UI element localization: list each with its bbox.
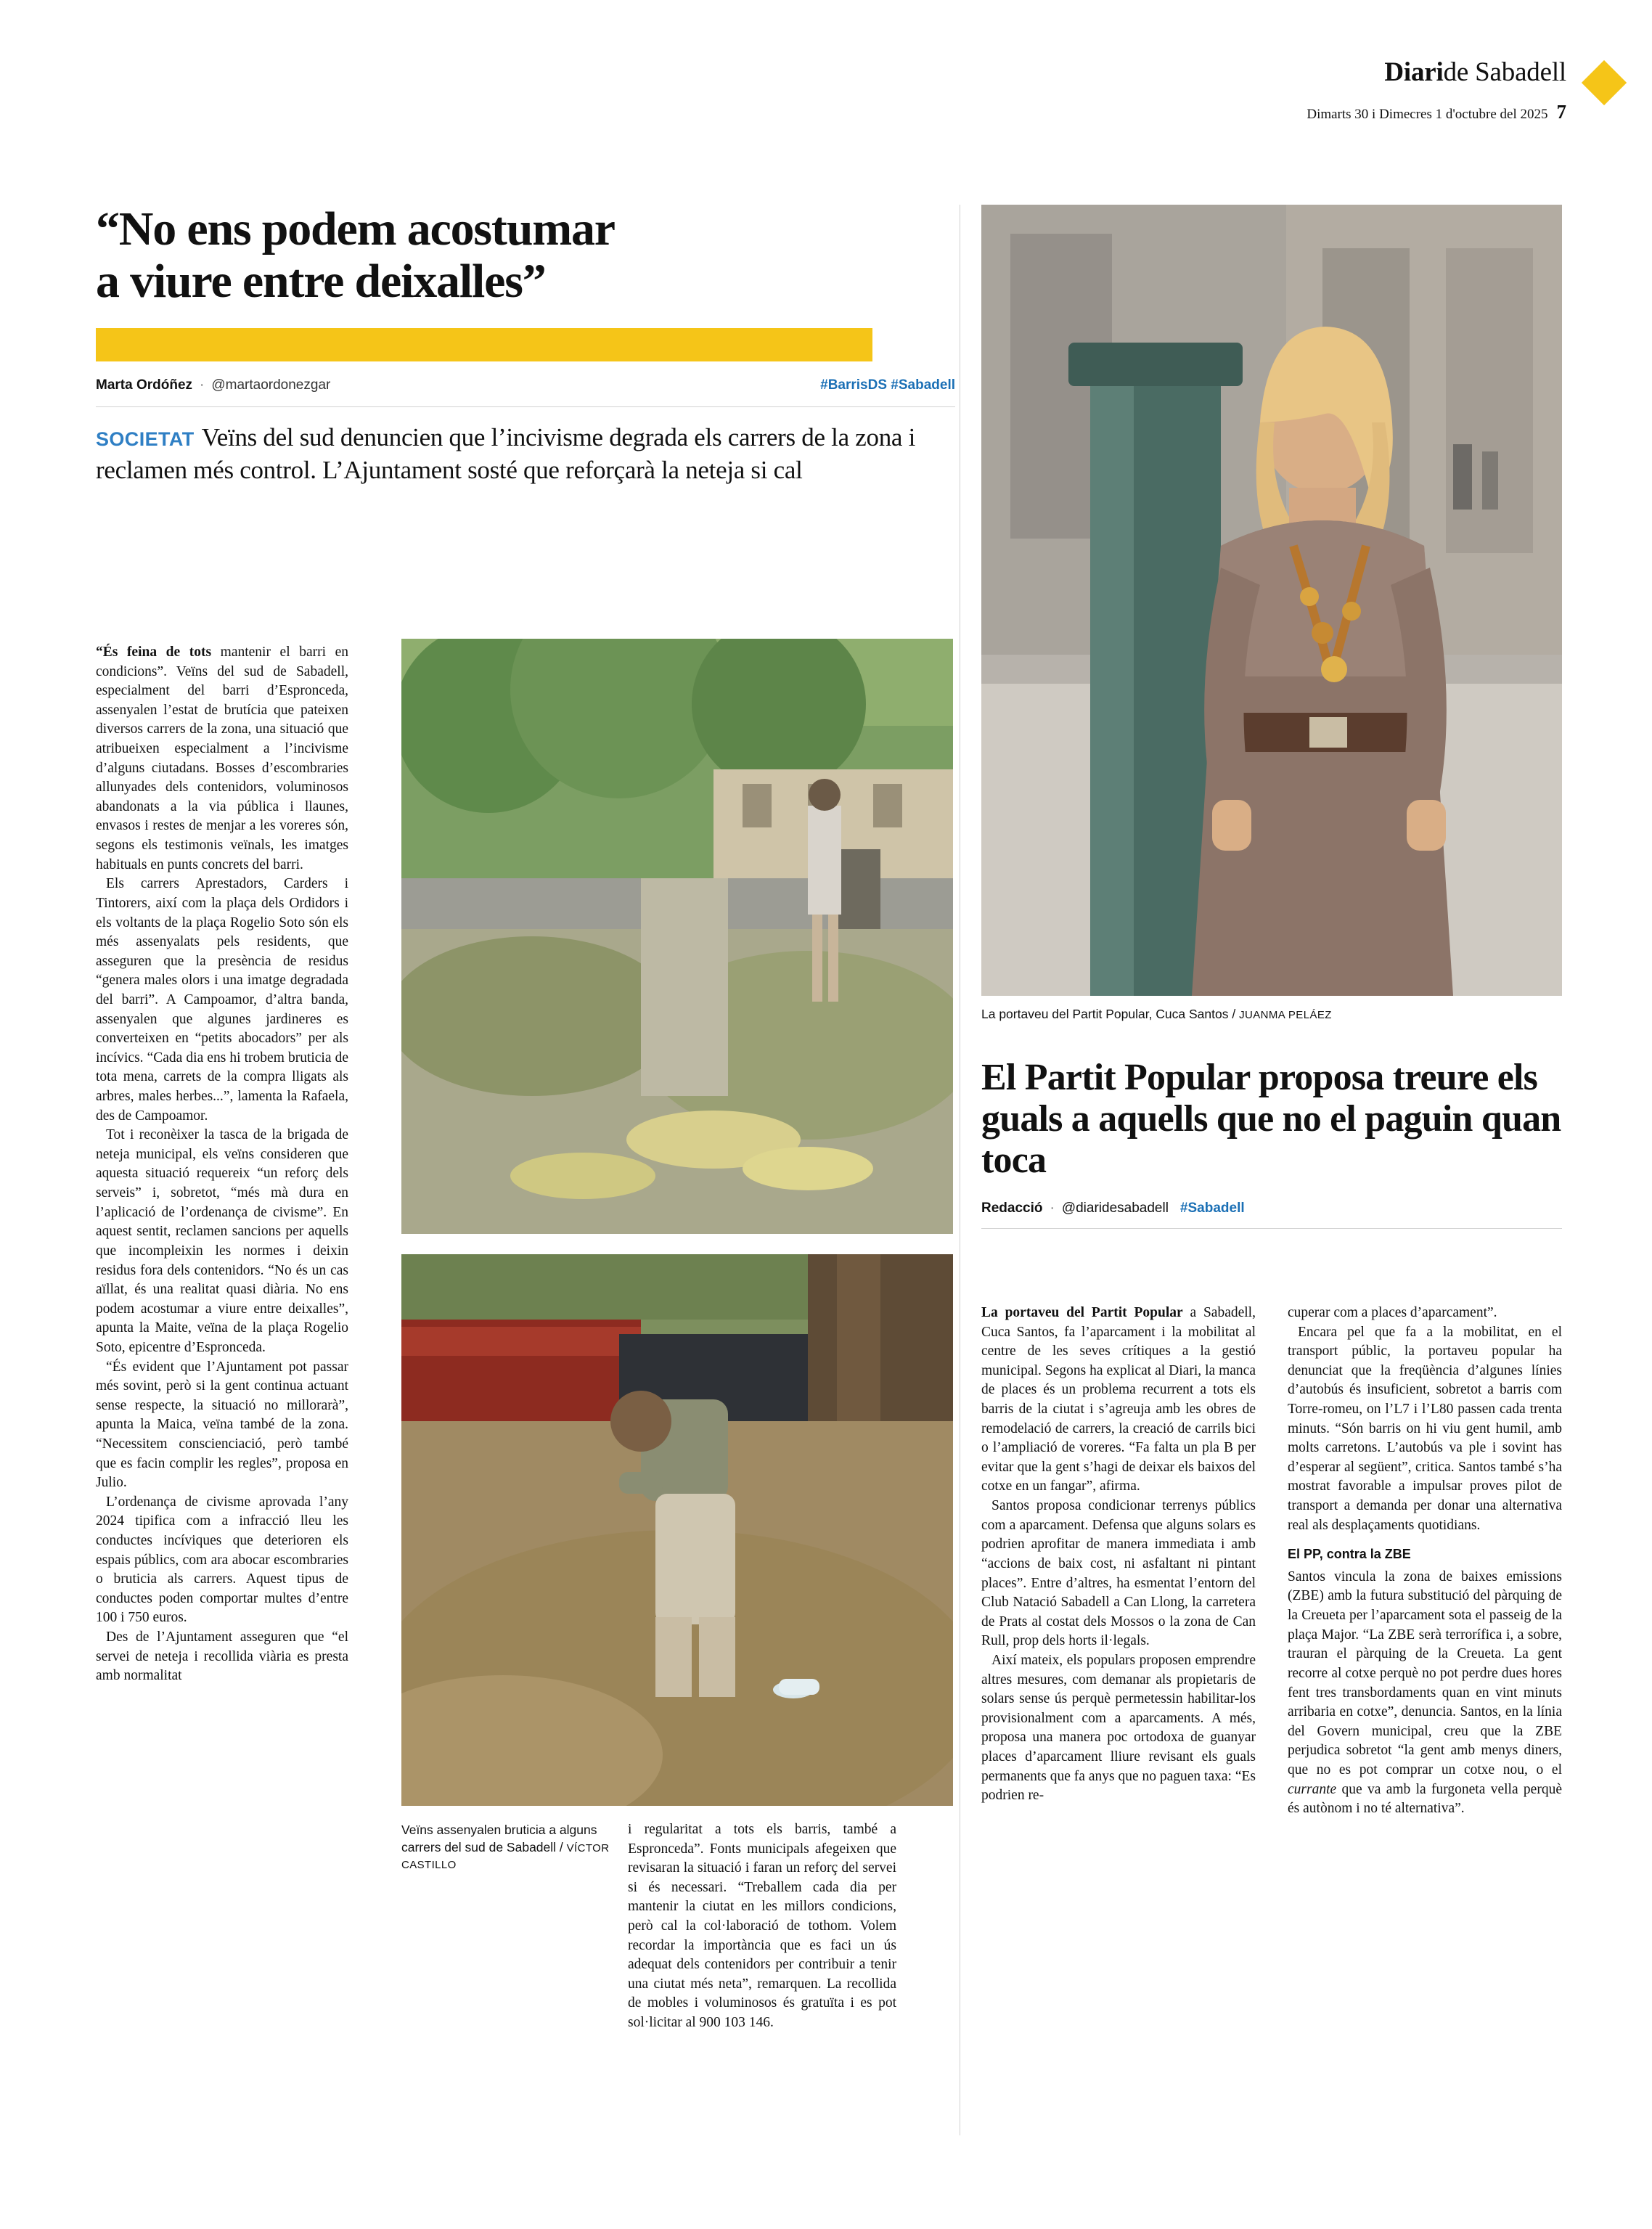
photo-credit: JUANMA PELÁEZ: [1239, 1009, 1332, 1021]
headline-line-2: a viure entre deixalles”: [96, 254, 546, 308]
byline-separator: ·: [200, 377, 205, 393]
photo-man-picking-litter: [401, 1254, 953, 1806]
byline-rule: [96, 406, 955, 407]
paragraph: [981, 1304, 1256, 1497]
byline-tags[interactable]: #Sabadell: [1179, 1200, 1245, 1216]
byline-separator: ·: [1050, 1200, 1055, 1216]
paragraph: Els carrers Aprestadors, Carders i Tintorers, així com la plaça dels Ordidors i els voltants de la plaça Rogelio Soto són els més assenyalats pels residents, que asseguren que la presència de residus “genera males olors i una imatge degradada del barri”. A Campoamor, d’altra banda, assenyalen que algunes jardineres es converteixen en “petits abocadors” per als incívics. “Cada dia ens hi trobem bruticia de tota mena, carrets de la compra lligats als arbres, males herbes...”, lamenta la Rafaela, des de Campoamor.: [96, 876, 348, 1124]
byline-author: Redacció: [981, 1200, 1043, 1216]
subhead-text: Veïns del sud denuncien que l’incivisme degrada els carrers de la zona i reclamen més control. L’Ajuntament sosté que reforçarà la neteja si cal: [96, 422, 916, 484]
photo-credit: VÍCTOR CASTILLO: [401, 1841, 610, 1872]
masthead-logo-light: de Sabadell: [1443, 57, 1566, 87]
page-title: [96, 203, 955, 308]
paragraph: [96, 643, 348, 875]
lead-rest: a Sabadell, Cuca Santos, fa l’aparcament i la mobilitat al centre de les seves crítiques a la gestió municipal. Segons ha explicat al Diari, la manca de places és un problema recurrent a tots els barris de la ciutat i s’agreuja amb les obres de remodelació de carrers, la creació de carrils bici o l’ampliació de voreres. “Fa falta un pla B per evitar que la gent s’hagi de deixar els baixos del cotxe en un fangar”, afirma.: [981, 1305, 1256, 1494]
brand-diamond-icon: [1582, 60, 1627, 105]
photo-man-picking-litter-image: [401, 1254, 953, 1806]
photo-caption-text: La portaveu del Partit Popular, Cuca Santos /: [981, 1007, 1236, 1021]
byline-handle[interactable]: @martaordonezgar: [211, 377, 331, 393]
photo-street-greenery: [401, 639, 953, 1234]
photo-caption-right: [981, 1006, 1562, 1023]
issue-date: Dimarts 30 i Dimecres 1 d'octubre del 2025: [1307, 107, 1548, 122]
masthead-logo: [1307, 57, 1566, 88]
byline-author: Marta Ordóñez: [96, 377, 193, 393]
paragraph: Així mateix, els populars proposen emprendre altres mesures, com demanar als propietaris de solars sense ús perquè permetessin habilitar-los provisionalment com a aparcaments. A més, proposa una manera poc ortodoxa de guanyar places d’aparcament lliure revisant els guals permanents que fa anys que no paguen taxa: “Es podrien re-: [981, 1652, 1256, 1804]
masthead-date-line: [1307, 101, 1566, 123]
photo-caption-left: [401, 1822, 619, 1873]
masthead-logo-bold: Diari: [1384, 57, 1444, 87]
subsection-heading: El PP, contra la ZBE: [1288, 1547, 1411, 1562]
paragraph: Santos proposa condicionar terrenys públics com a aparcament. Defensa que alguns solars es podrien aprofitar de manera immediata i amb “accions de baix cost, ni asfaltant ni pintant places”. Entre d’altres, ha esmentat l’entorn del Club Natació Sabadell a Can Llong, la carretera de Prats al costat dels Mossos o la zona de Can Rull, prop dels horts il·legals.: [981, 1498, 1256, 1649]
byline-handle[interactable]: @diaridesabadell: [1061, 1200, 1169, 1216]
photo-cuca-santos: [981, 205, 1562, 996]
photo-cuca-santos-image: [981, 205, 1562, 996]
paragraph-italic: currante: [1288, 1781, 1337, 1797]
section-kicker: SOCIETAT: [96, 428, 195, 450]
left-article: [96, 203, 955, 486]
photo-caption-text: Veïns assenyalen bruticia a alguns carrers del sud de Sabadell /: [401, 1823, 597, 1854]
headline-line-1: “No ens podem acostumar: [96, 203, 615, 255]
lead-bold: “És feina de tots: [96, 645, 212, 660]
paragraph: “És evident que l’Ajuntament pot passar més sovint, però si la gent continua actuant sense respecte, la situació no millorarà”, apunta la Maica, veïna també de la zona. “Necessitem conscienciació, però també que es facin complir les regles”, proposa en Julio.: [96, 1359, 348, 1491]
paragraph: i regularitat a tots els barris, també a Espronceda”. Fonts municipals afegeixen que revisaran la situació i faran un reforç del servei si és necessari. “Treballem cada dia per mantenir la ciutat en les millors condicions, però cal la col·laboració de tothom. Volem recordar la importància que es faci un ús adequat dels contenidors per contribuir a tenir una ciutat més neta”, remarquen. La recollida de mobles i voluminosos és gratuïta i es pot sol·licitar al 900 103 146.: [628, 1822, 896, 2031]
lead-bold: La portaveu del Partit Popular: [981, 1305, 1183, 1320]
paragraph: Tot i reconèixer la tasca de la brigada de neteja municipal, els veïns consideren que aquesta situació requereix “un reforç dels serveis” i, sobretot, “més mà dura en l’aplicació de l’ordenança de civisme”. En aquest sentit, reclamen sancions per aquells que incompleixin les normes i deixin residus fora dels contenidors. “No és un cas aïllat, és una realitat quasi diària. No ens podem acostumar a viure entre deixalles”, apunta la Maite, veïna de la plaça Rogelio Soto, epicentre d’Espronceda.: [96, 1127, 348, 1355]
accent-bar: [96, 328, 872, 361]
paragraph: cuperar com a places d’aparcament”.: [1288, 1305, 1497, 1320]
lead-rest: mantenir el barri en condicions”. Veïns del sud de Sabadell, especialment del barri d’Espronceda, assenyalen l’estat de brutícia que pateixen diversos carrers de la zona, una situació que atribueixen especialment a l’incivisme d’alguns ciutadans. Bosses d’escombraries allunyades dels contenidors, voluminosos abandonats a la via pública i llaunes, envasos i restes de menjar a les voreres són, segons els testimonis veïnals, les imatges habituals en punts concrets del barri.: [96, 645, 348, 872]
byline-right: [981, 1201, 1562, 1216]
right-article-header: [981, 1057, 1562, 1243]
right-article-title: El Partit Popular proposa treure els guals a aquells que no el paguin quan toca: [981, 1057, 1561, 1182]
left-body-column-2: [628, 1820, 896, 2033]
paragraph: Des de l’Ajuntament asseguren que “el servei de neteja i recollida viària es presta amb normalitat: [96, 1629, 348, 1684]
paragraph-part-2: que va amb la furgoneta vella perquè és autònom i no té alternativa”.: [1288, 1781, 1562, 1817]
paragraph: [1288, 1568, 1562, 1819]
photo-street-greenery-image: [401, 639, 953, 1234]
article-subhead: [96, 422, 955, 487]
right-body-column-1: [981, 1304, 1256, 1806]
paragraph-part-1: Santos vincula la zona de baixes emissions (ZBE) amb la futura substitució del pàrquing de la Creueta per l’aparcament sota el passeig de la plaça Major. “La ZBE serà terrorífica i, a sobre, trauran el pàrquing de la Creueta. La gent recorre al cotxe perquè no pot perdre dues hores fent tres transbordaments quan en vint minuts arribaria en cotxe”, denuncia. Santos, en la línia del Govern municipal, creu que la ZBE perjudica sobretot “la gent amb menys diners, que no es pot comprar un cotxe nou, o el: [1288, 1569, 1562, 1778]
byline-tags[interactable]: #BarrisDS #Sabadell: [820, 377, 955, 393]
paragraph: Encara pel que fa a la mobilitat, en el transport públic, la portaveu popular ha denunciat que la freqüència d’algunes línies d’autobús és insuficient, sobretot a barris com Torre-romeu, on l’L7 i l’L80 passen cada trenta minuts. “Són barris on hi viu gent humil, amb molts carretons. L’autobús va ple i sovint has d’esperar al següent”, critica. Santos també s’ha mostrat favorable a impulsar proves pilot de transport a demanda per donar una alternativa real als desplaçaments quotidians.: [1288, 1324, 1562, 1533]
paragraph: L’ordenança de civisme aprovada l’any 2024 tipifica com a infracció lleu les conductes incíviques que deterioren els espais públics, com ara abocar escombraries o bruticia als carrers. Aquest tipus de conductes poden comportar multes d’entre 100 i 750 euros.: [96, 1494, 348, 1626]
right-body-column-2: [1288, 1304, 1562, 1819]
page-number: 7: [1556, 101, 1566, 123]
byline-rule: [981, 1228, 1562, 1229]
left-body-column-1: [96, 643, 348, 2087]
byline: [96, 377, 955, 393]
masthead: [1307, 57, 1566, 123]
